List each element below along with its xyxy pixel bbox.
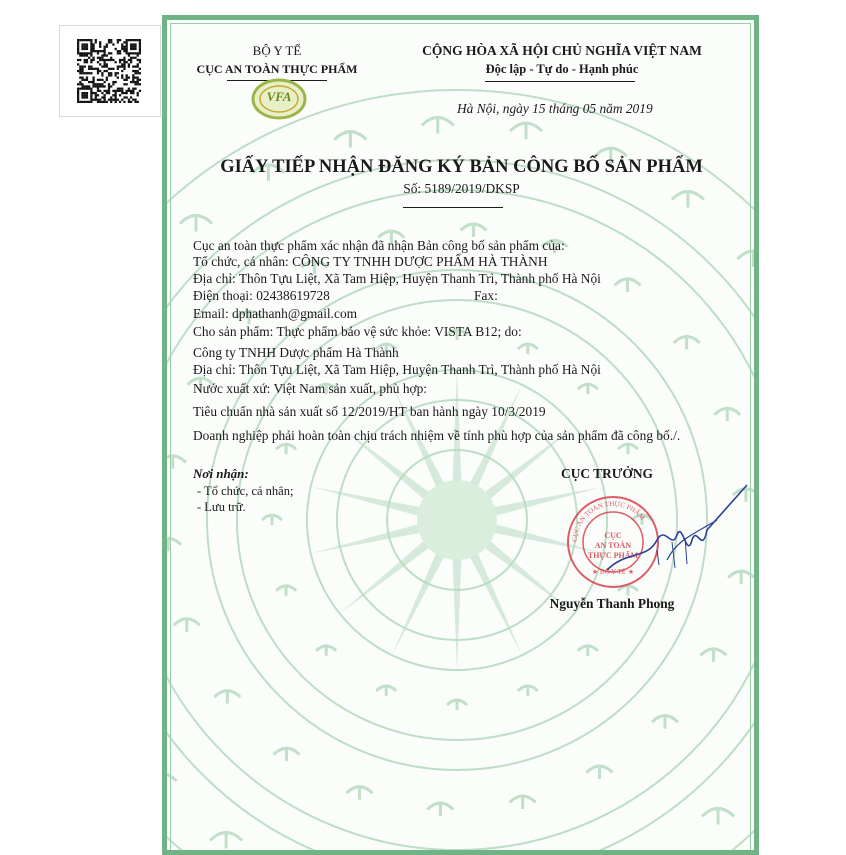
recipient-item: - Tổ chức, cá nhân; [197,484,294,498]
svg-text:CỤC: CỤC [604,531,622,540]
country-name: CỘNG HÒA XÃ HỘI CHỦ NGHĨA VIỆT NAM [422,43,702,58]
origin-line: Nước xuất xứ: Việt Nam sản xuất, phù hợp: [193,381,428,396]
svg-text:THỰC PHẨM: THỰC PHẨM [587,551,639,560]
seal-ring-text: CỤC AN TOÀN THỰC PHẨM [570,499,647,543]
organization-line: Tổ chức, cá nhân: CÔNG TY TNHH DƯỢC PHẨM HÀ THÀNH [193,254,548,269]
responsibility-line: Doanh nghiệp phải hoàn toàn chịu trách nhiệm về tính phù hợp của sản phẩm đã công bố./. [193,428,681,443]
title-rule [403,207,503,208]
logo-text: VFA [266,89,292,104]
intro-line: Cục an toàn thực phẩm xác nhận đã nhận Bản công bố sản phẩm của: [193,238,565,253]
signer-name: Nguyễn Thanh Phong [549,596,675,611]
phone-line: Điện thoại: 02438619728 [193,288,330,303]
qr-code-pattern [77,39,141,103]
recipient-item: - Lưu trữ. [197,500,246,514]
motto-rule [485,81,635,82]
fax-line: Fax: [474,288,498,303]
address-line: Địa chỉ: Thôn Tựu Liệt, Xã Tam Hiệp, Huyện Thanh Trì, Thành phố Hà Nội [193,271,601,286]
document-number: Số: 5189/2019/DKSP [403,181,520,196]
place-and-date: Hà Nội, ngày 15 tháng 05 năm 2019 [457,101,653,116]
manufacturer-line: Công ty TNHH Dược phẩm Hà Thành [193,345,399,360]
product-line: Cho sản phẩm: Thực phẩm bảo vệ sức khỏe: VISTA B12; do: [193,324,522,339]
handwritten-signature [594,480,757,590]
document-title: GIẤY TIẾP NHẬN ĐĂNG KÝ BẢN CÔNG BỐ SẢN PHẨM [220,157,703,177]
email-line: Email: dphathanh@gmail.com [193,306,358,321]
certificate-document [162,15,759,855]
signer-title: CỤC TRƯỞNG [561,466,653,481]
ministry-name: BỘ Y TẾ [252,43,302,58]
manufacturer-address-line: Địa chỉ: Thôn Tựu Liệt, Xã Tam Hiệp, Huyện Thanh Trì, Thành phố Hà Nội [193,362,601,377]
national-motto: Độc lập - Tự do - Hạnh phúc [485,62,639,76]
recipients-heading: Nơi nhận: [193,466,249,481]
department-name: CỤC AN TOÀN THỰC PHẨM [196,62,358,76]
qr-code [59,25,161,117]
standard-line: Tiêu chuẩn nhà sản xuất số 12/2019/HT ban hành ngày 10/3/2019 [193,404,546,419]
svg-text:★ BỘ Y TẾ ★: ★ BỘ Y TẾ ★ [591,568,635,576]
svg-text:AN TOÀN: AN TOÀN [594,541,632,550]
